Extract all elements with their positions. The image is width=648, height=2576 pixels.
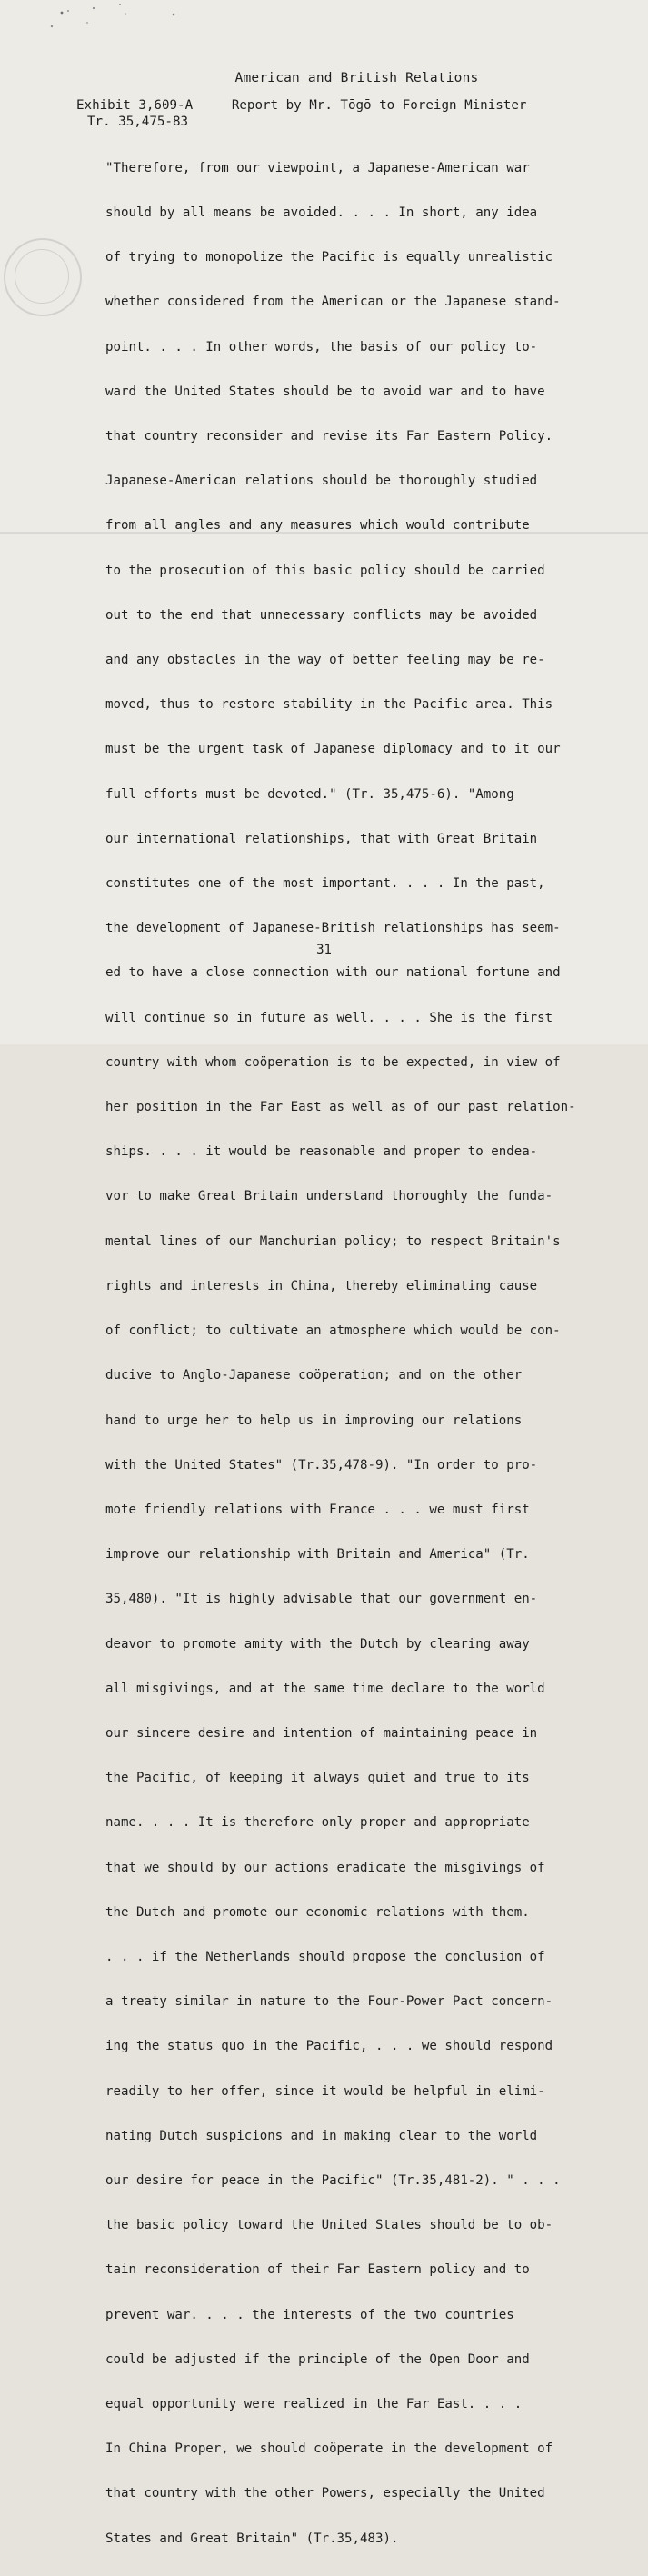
body-line: the basic policy toward the United States should be to ob-	[105, 2218, 553, 2233]
body-line: deavor to promote amity with the Dutch by clearing away	[105, 1636, 530, 1652]
body-line: prevent war. . . . the interests of the two countries	[105, 2307, 514, 2322]
body-line: ducive to Anglo-Japanese coöperation; and on the other	[105, 1368, 523, 1383]
exhibit-line	[76, 98, 526, 113]
body-line: must be the urgent task of Japanese diplomacy and to it our	[105, 742, 561, 757]
body-line: our desire for peace in the Pacific" (Tr.35,481-2). " . . .	[105, 2172, 561, 2188]
body-line: improve our relationship with Britain and America" (Tr.	[105, 1547, 530, 1563]
scan-specks	[36, 0, 218, 36]
body-line: rights and interests in China, thereby eliminating cause	[105, 1278, 538, 1293]
body-line: all misgivings, and at the same time declare to the world	[105, 1681, 545, 1696]
body-line: name. . . . It is therefore only proper and appropriate	[105, 1815, 530, 1831]
body-text	[105, 131, 633, 2576]
body-line: mote friendly relations with France . . . we must first	[105, 1502, 530, 1517]
body-line: moved, thus to restore stability in the Pacific area. This	[105, 697, 553, 713]
body-line: ing the status quo in the Pacific, . . . we should respond	[105, 2039, 553, 2054]
body-line: equal opportunity were realized in the Far East. . . .	[105, 2396, 523, 2411]
body-line: of conflict; to cultivate an atmosphere which would be con-	[105, 1323, 561, 1339]
body-line: readily to her offer, since it would be helpful in elimi-	[105, 2083, 545, 2099]
body-line: the Pacific, of keeping it always quiet and true to its	[105, 1771, 530, 1786]
body-line: "Therefore, from our viewpoint, a Japanese-American war	[105, 160, 530, 175]
body-line: the Dutch and promote our economic relations with them.	[105, 1904, 530, 1920]
body-line: country with whom coöperation is to be expected, in view of	[105, 1054, 561, 1070]
body-line: that we should by our actions eradicate the misgivings of	[105, 1860, 545, 1875]
body-line: should by all means be avoided. . . . In short, any idea	[105, 205, 538, 221]
body-line: tain reconsideration of their Far Eastern policy and to	[105, 2262, 530, 2278]
body-line: her position in the Far East as well as of our past relation-	[105, 1100, 576, 1115]
body-line: point. . . . In other words, the basis of our policy to-	[105, 339, 538, 354]
body-line: hand to urge her to help us in improving our relations	[105, 1413, 523, 1428]
body-line: a treaty similar in nature to the Four-Power Pact concern-	[105, 1994, 553, 2010]
body-line: that country with the other Powers, especially the United	[105, 2486, 545, 2501]
body-line: of trying to monopolize the Pacific is equally unrealistic	[105, 250, 553, 265]
document-title: American and British Relations	[234, 71, 479, 85]
body-line: from all angles and any measures which would contribute	[105, 518, 530, 534]
body-line: our sincere desire and intention of maintaining peace in	[105, 1725, 538, 1741]
body-line: could be adjusted if the principle of the Open Door and	[105, 2351, 530, 2367]
body-line: whether considered from the American or the Japanese stand-	[105, 295, 561, 310]
body-line: Japanese-American relations should be thoroughly studied	[105, 474, 538, 489]
body-line: 35,480). "It is highly advisable that our government en-	[105, 1592, 538, 1607]
body-line: nating Dutch suspicions and in making clear to the world	[105, 2128, 538, 2143]
body-line: out to the end that unnecessary conflicts may be avoided	[105, 607, 538, 623]
report-label: Report by Mr. Tōgō to Foreign Minister	[231, 98, 527, 113]
archive-stamp-inner-ring	[15, 249, 69, 304]
exhibit-spacer	[193, 98, 232, 113]
body-line: mental lines of our Manchurian policy; to respect Britain's	[105, 1233, 561, 1249]
body-line: the development of Japanese-British relationships has seem-	[105, 921, 561, 936]
body-line: ships. . . . it would be reasonable and proper to endea-	[105, 1144, 538, 1160]
archive-stamp	[4, 238, 82, 316]
transcript-reference: Tr. 35,475-83	[87, 115, 189, 129]
body-line: constitutes one of the most important. . . . In the past,	[105, 876, 545, 892]
body-line: and any obstacles in the way of better feeling may be re-	[105, 653, 545, 668]
body-line: . . . if the Netherlands should propose the conclusion of	[105, 1949, 545, 1964]
body-line: that country reconsider and revise its Far Eastern Policy.	[105, 429, 553, 444]
body-line: ed to have a close connection with our national fortune and	[105, 965, 561, 981]
page-number: 31	[316, 943, 332, 957]
body-line: In China Proper, we should coöperate in the development of	[105, 2441, 553, 2457]
document-title-wrapper	[0, 71, 648, 85]
body-line: will continue so in future as well. . . . She is the first	[105, 1010, 553, 1025]
body-line: States and Great Britain" (Tr.35,483).	[105, 2531, 399, 2546]
body-line: to the prosecution of this basic policy should be carried	[105, 563, 545, 578]
exhibit-label: Exhibit 3,609-A	[76, 98, 194, 113]
body-line: ward the United States should be to avoid war and to have	[105, 384, 545, 399]
body-line: vor to make Great Britain understand thoroughly the funda-	[105, 1189, 553, 1204]
body-line: full efforts must be devoted." (Tr. 35,475-6). "Among	[105, 786, 514, 802]
body-line: with the United States" (Tr.35,478-9). "In order to pro-	[105, 1457, 538, 1473]
body-line: our international relationships, that with Great Britain	[105, 831, 538, 846]
